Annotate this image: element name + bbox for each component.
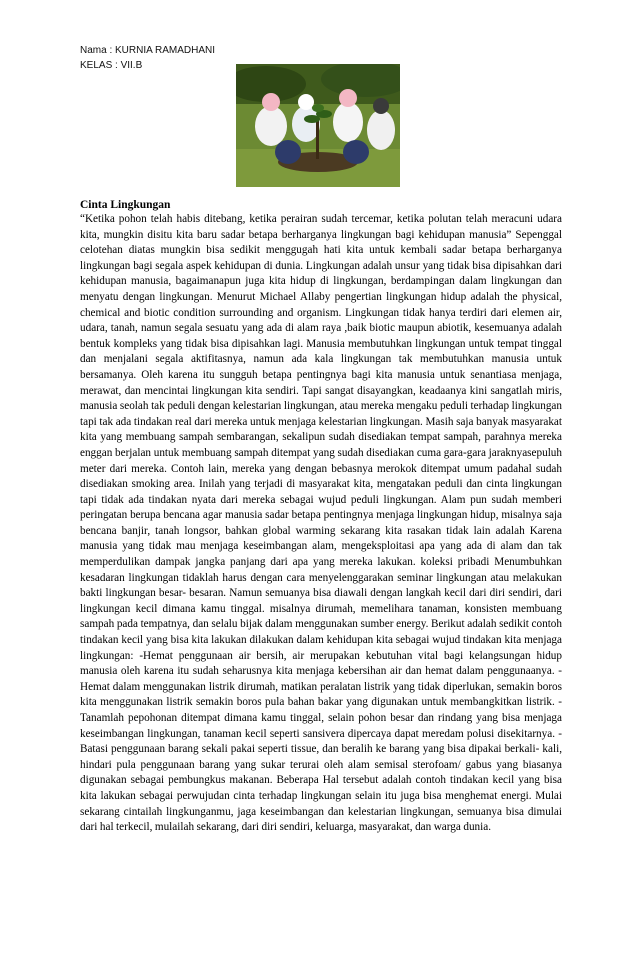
article-body: “Ketika pohon telah habis ditebang, ketika perairan sudah tercemar, ketika polutan telah meracuni udara kita, mungkin disitu kita baru sadar betapa berharganya lingkungan bagi kehidupan manusia” Sepenggal celotehan diatas mungkin bisa sedikit menggugah hati kita untuk kembali sadar betapa berharganya lingkungan bagi segala aspek kehidupan di dunia. Lingkungan adalah unsur yang tidak bisa dipisahkan dari kehidupan manusia, bagaimanapun juga kita hidup di lingkungan, berdampingan dalam lingkungan dan menyatu dengan lingkungan. Menurut Michael Allaby pengertian lingkungan hidup adalah the physical, chemical and biotic condition surrounding and organism. Lingkungan tidak hanya terdiri dari elemen air, udara, tanah, namun segala sesuatu yang ada di alam raya ,baik biotic maupun abiotik, kesemuanya adalah bentuk kompleks yang tidak bisa dipisahkan lagi. Manusia membutuhkan lingkungan untuk tempat tinggal dan menjalani segala aktifitasnya, namun ada kala lingkungan tak membutuhkan manusia untuk bersamanya. Oleh karena itu sungguh betapa pentingnya bagi kita manusia untuk senantiasa menjaga, merawat, dan mencintai lingkungan kita sendiri. Tapi sangat disayangkan, keadaanya kini sangatlah miris, manusia seolah tak peduli dengan kelestarian lingkungan, atau mereka mengaku peduli terhadap lingkungan tapi tak ada tindakan real dari mereka untuk menjaga kelestarian lingkungan. Masih saja banyak masyarakat kita yang membuang sampah sembarangan, sekalipun sudah disediakan tempat sampah, parahnya mereka enggan berjalan untuk membuang sampah ditempat yang sudah disediakan cuma gara-gara jaraknyasepuluh meter dari mereka. Contoh lain, mereka yang dengan bebasnya merokok ditempat umum padahal sudah disediakan smoking area. Inilah yang terjadi di masyarakat kita, mengatakan peduli dan cinta lingkungan tapi tidak ada tindakan nyata dari mereka sebagai wujud peduli lingkungan. Alam pun sudah memberi peringatan berupa bencana agar manusia sadar betapa pentingnya menjaga lingkungan hidup, misalnya saja bencana banjir, tanah longsor, bahkan global warming sekarang kita rasakan tidak lain adalah Karena manusia yang tidak mau menjaga keseimbangan alam, mengeksploitasi apa yang ada di alam dan tak memperdulikan dampak jangka panjang dari apa yang mereka lakukan. koleksi pribadi Menumbuhkan kesadaran lingkungan tidaklah harus dengan cara menyelenggarakan seminar lingkungan atau melakukan bakti lingkungan besar- besaran. Namun semuanya bisa diawali dengan langkah kecil dari diri sendiri, dari lingkungan kecil dimana kamu tinggal. misalnya dirumah, memelihara tanaman, konsisten membuang sampah pada tempatnya, dan selalu bijak dalam menggunakan sumber energy. Berikut adalah sedikit contoh tindakan kecil yang bisa kita lakukan dilakukan dalam kehidupan kita sebagai wujud tindakan kita menjaga lingkungan: -Hemat penggunaan air bersih, air merupakan kebutuhan vital bagi kelangsungan hidup manusia oleh karena itu sudah seharusnya kita menjaga kebersihan air dan hemat dalam penggunaanya. -Hemat dalam menggunakan listrik dirumah, matikan peralatan listrik yang tidak diperlukan, semakin boros kita menggunakan listrik semakin boros pula bahan bakar yang digunakan untuk membangkitkan listrik. -Tanamlah pepohonan ditempat dimana kamu tinggal, selain pohon besar dan rindang yang bisa menjaga keseimbangan lingkungan, tanaman kecil seperti sansivera dipercaya dapat meredam polusi disekitarnya. -Batasi penggunaan barang sekali pakai seperti tissue, dan beralih ke barang yang bisa dipakai berkali- kali, hindari pula penggunaan barang yang sukar terurai oleh alam semisal sterofoam/ gabus yang biasanya digunakan sebagai pembungkus makanan. Beberapa Hal tersebut adalah contoh tindakan kecil yang bisa kita lakukan sebagai perwujudan cinta terhadap lingkungan selain itu juga bisa menghemat energi. Mulai sekarang cintailah lingkunganmu, jaga keseimbangan dan kelestarian lingkungan, semuanya bisa dimulai dari hal terkecil, mulailah sekarang, dari diri sendiri, keluarga, masyarakat, dan warga dunia. [80, 213, 562, 834]
student-info [80, 43, 215, 73]
article-title: Cinta Lingkungan [80, 199, 171, 211]
photo-illustration [236, 64, 400, 187]
student-class-line: KELAS : VII.B [80, 60, 143, 71]
tree-planting-photo [236, 64, 400, 187]
student-name-line: Nama : KURNIA RAMADHANI [80, 45, 216, 56]
